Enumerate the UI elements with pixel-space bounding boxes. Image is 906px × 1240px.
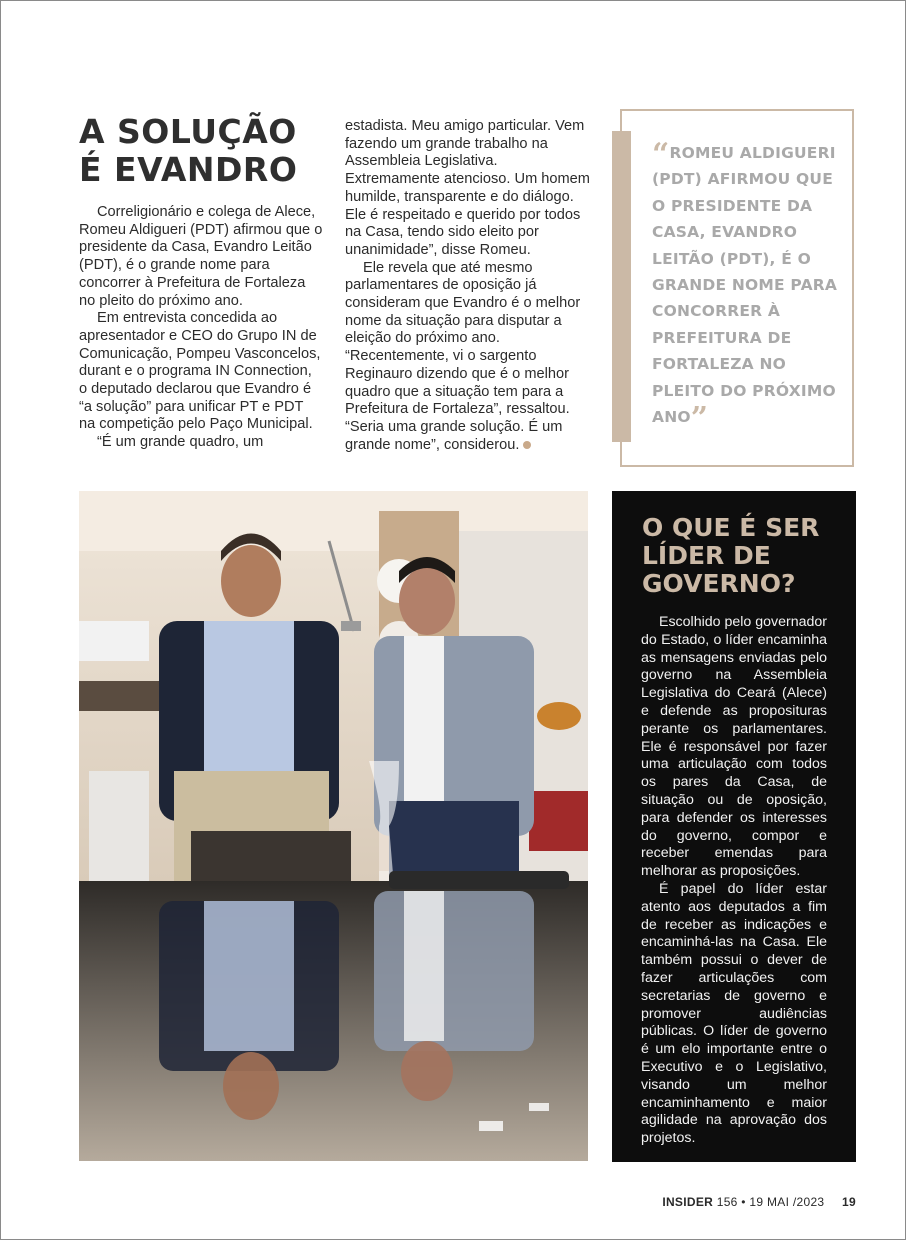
close-quote-icon: ” <box>690 401 709 437</box>
article-paragraph-text: Ele revela que até mesmo parlamentares de oposição já consideram que Evandro é o melhor nome da situação para disputar a eleição do próximo ano. “Recentemente, vi o sargento Reginauro dizendo que é o melhor quadro que a situação tem para a Prefeitura de Fortaleza”, ressaltou. “Seria uma grande solução. É um grande nome”, considerou. <box>345 259 581 453</box>
open-quote-icon: “ <box>652 137 670 172</box>
article-paragraph: Correligionário e colega de Alece, Romeu Aldigueri (PDT) afirmou que o presidente da Casa, Evandro Leitão (PDT), é o grande nome para concorrer à Prefeitura de Fortaleza no pleito do próximo ano. <box>79 204 323 309</box>
photo-illustration <box>79 491 588 1161</box>
pull-quote-text: ROMEU ALDIGUERI (PDT) AFIRMOU QUE O PRESIDENTE DA CASA, EVANDRO LEITÃO (PDT), É O GRANDE NOME PARA CONCORRER À PREFEITURA DE FORTALEZA NO PLEITO DO PRÓXIMO ANO <box>652 144 838 427</box>
article-paragraph: Em entrevista concedida ao apresentador e CEO do Grupo IN de Comunicação, Pompeu Vasconcelos, durant e o programa IN Connection, o deputado declarou que Evandro é “a solução” para unificar PT e PDT na competição pelo Paço Municipal. <box>79 310 321 433</box>
footer-brand: INSIDER <box>662 1195 714 1209</box>
article-photo <box>79 491 588 1161</box>
pull-quote-accent-bar <box>612 131 631 442</box>
page-footer <box>662 1195 856 1209</box>
sidebar-body <box>641 614 827 1148</box>
end-mark-icon <box>523 441 531 449</box>
sidebar-paragraph: É papel do líder estar atento aos deputados a fim de receber as indicações e encaminhá-las na Casa. Ele também possui o dever de fazer articulações com secretarias de governo e promover audiências públicas. O líder de governo é um elo importante entre o Executivo e o Legislativo, visando um melhor encaminhamento e maior agilidade na aprovação dos projetos. <box>641 880 827 1147</box>
article-paragraph: estadista. Meu amigo particular. Vem fazendo um grande trabalho na Assembleia Legislativa. Extremamente atencioso. Um homem humilde, transparente e do diálogo. Ele é respeitado e querido por todos na Casa, tendo sido eleito por unanimidade”, disse Romeu. <box>345 118 590 258</box>
footer-issue: 156 • 19 MAI /2023 <box>716 1195 825 1209</box>
sidebar-paragraph: Escolhido pelo governador do Estado, o líder encaminha as mensagens enviadas pelo governo na Assembleia Legislativa do Ceará (Alece) e defende as proposituras perante os parlamentares. Ele é responsável por fazer uma articulação com todos os pares da Casa, de situação ou de oposição, para defender os interesses do governo, compor e receber emendas para melhorar as proposições. <box>641 614 827 880</box>
article-column-2 <box>345 118 590 454</box>
article-paragraph: “É um grande quadro, um <box>97 434 264 451</box>
sidebar-title: O QUE É SER LÍDER DE GOVERNO? <box>642 513 820 598</box>
article-paragraph <box>345 260 590 455</box>
pull-quote <box>652 137 842 437</box>
article-column-1 <box>79 204 323 452</box>
page-number: 19 <box>842 1195 856 1209</box>
article-headline: A SOLUÇÃO É EVANDRO <box>79 112 298 189</box>
